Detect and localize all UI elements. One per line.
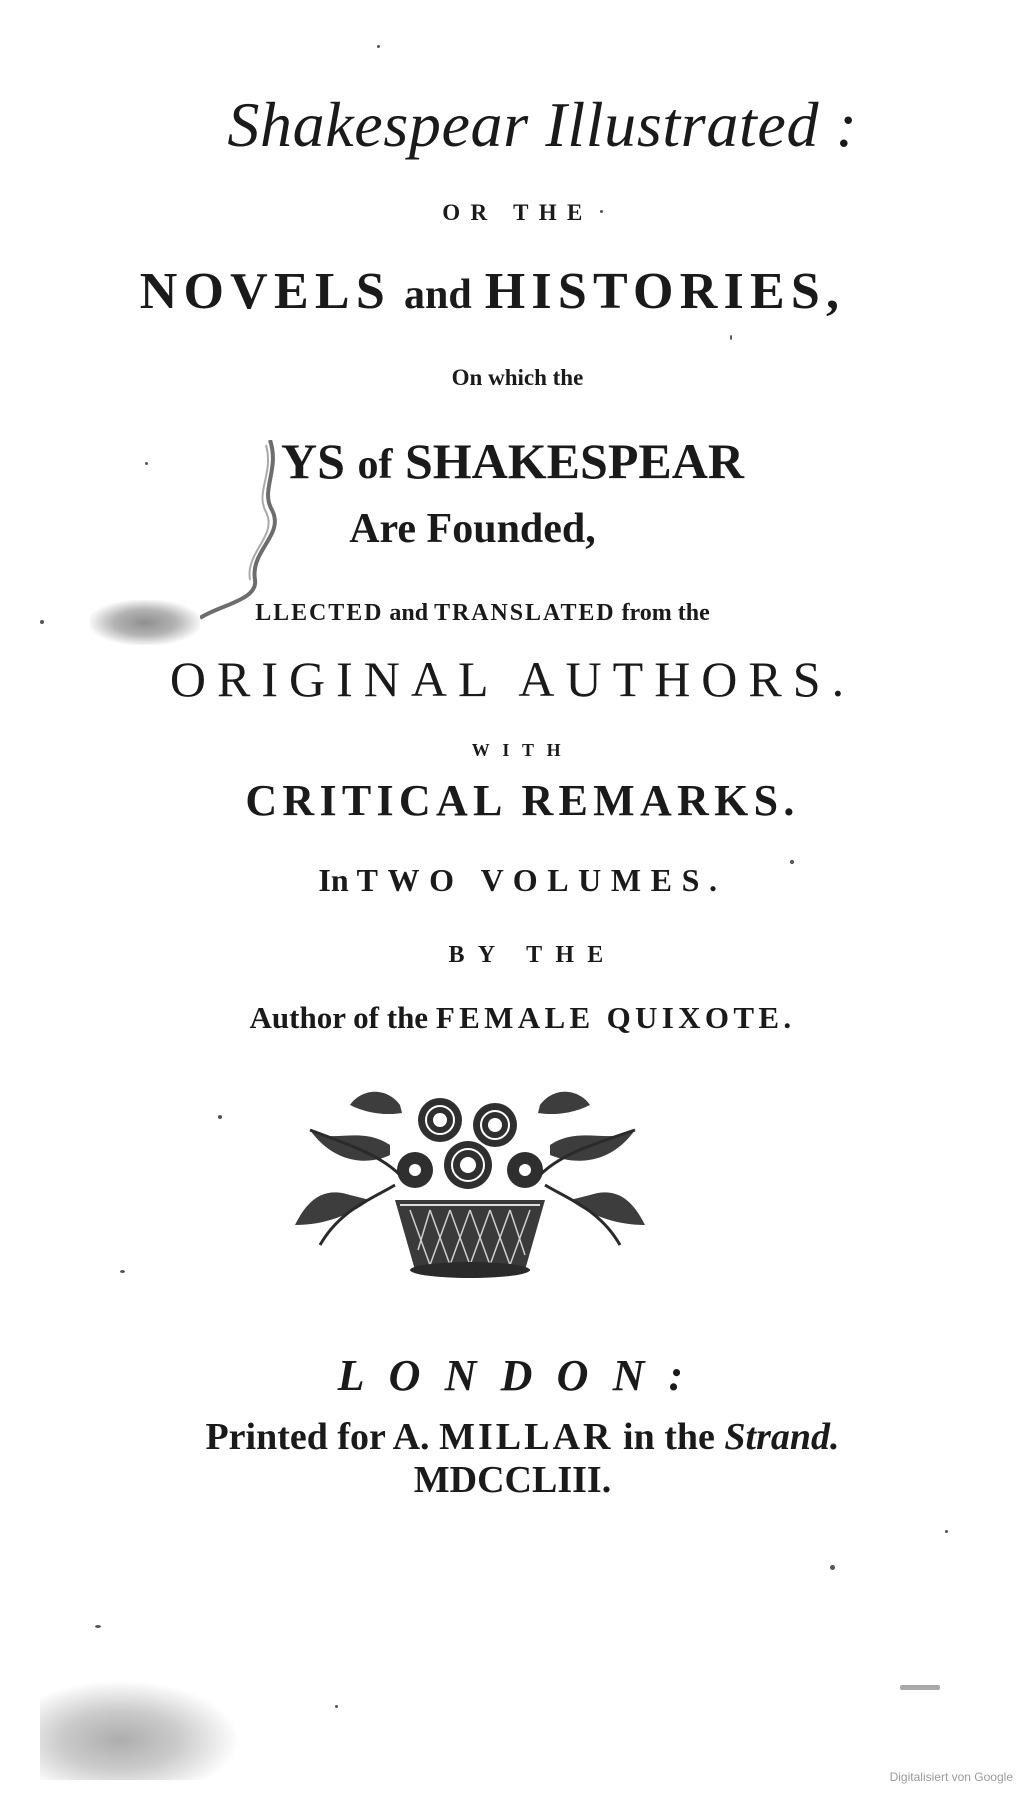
speck <box>790 860 794 864</box>
founded-line: Are Founded, <box>349 506 596 552</box>
volumes-line <box>10 862 1025 899</box>
with-line: WITH <box>471 740 574 760</box>
speck <box>40 620 44 624</box>
subtitle-novels-histories <box>0 262 1005 321</box>
in-word: In <box>318 862 349 898</box>
critical-remarks-line: CRITICAL REMARKS. <box>245 776 800 825</box>
shakespear-word: SHAKESPEAR <box>404 433 744 489</box>
two-volumes-words: TWO VOLUMES. <box>356 862 727 898</box>
ink-smudge <box>40 1680 240 1780</box>
printer-name: MILLAR <box>439 1416 614 1458</box>
speck <box>95 1625 101 1628</box>
by-the-line: BY THE <box>448 942 617 968</box>
speck <box>945 1530 948 1533</box>
translated-word: TRANSLATED <box>434 600 616 626</box>
original-authors-line: ORIGINAL AUTHORS. <box>169 651 856 707</box>
and-word: and <box>403 272 472 318</box>
plays-line <box>0 432 1025 490</box>
and-word: and <box>389 600 429 626</box>
speck <box>120 1270 125 1273</box>
book-title: Shakespear Illustrated : <box>227 89 858 160</box>
subtitle-or-the: OR THE <box>442 200 593 225</box>
collected-fragment: LLECTED <box>255 600 384 626</box>
imprint-city: LONDON: <box>337 1351 708 1400</box>
printed-for-words: Printed for A. <box>205 1416 430 1458</box>
flower-basket-ornament-icon <box>290 1085 650 1280</box>
speck <box>377 45 380 48</box>
digitization-watermark: Digitalisiert von Google <box>889 1770 1013 1784</box>
speck <box>335 1705 338 1708</box>
histories-word: HISTORIES, <box>484 263 846 320</box>
imprint-year: MDCCLIII. <box>413 1459 612 1501</box>
in-the-words: in the <box>623 1416 715 1458</box>
speck <box>145 462 148 465</box>
speck <box>830 1565 835 1570</box>
speck <box>218 1115 222 1119</box>
female-quixote-words: FEMALE QUIXOTE. <box>435 1000 796 1035</box>
plays-fragment: YS <box>281 433 345 489</box>
speck <box>600 210 603 213</box>
novels-word: NOVELS <box>139 263 391 320</box>
speck <box>900 1685 940 1690</box>
on-which-line: On which the <box>451 365 584 390</box>
collected-translated-line <box>0 600 995 627</box>
of-word: of <box>357 442 393 488</box>
from-the-words: from the <box>621 600 710 626</box>
author-line <box>10 1000 1025 1036</box>
imprint-printer <box>10 1415 1025 1459</box>
author-of-the-words: Author of the <box>249 1000 429 1035</box>
street-name: Strand. <box>724 1416 840 1458</box>
speck <box>730 335 732 340</box>
